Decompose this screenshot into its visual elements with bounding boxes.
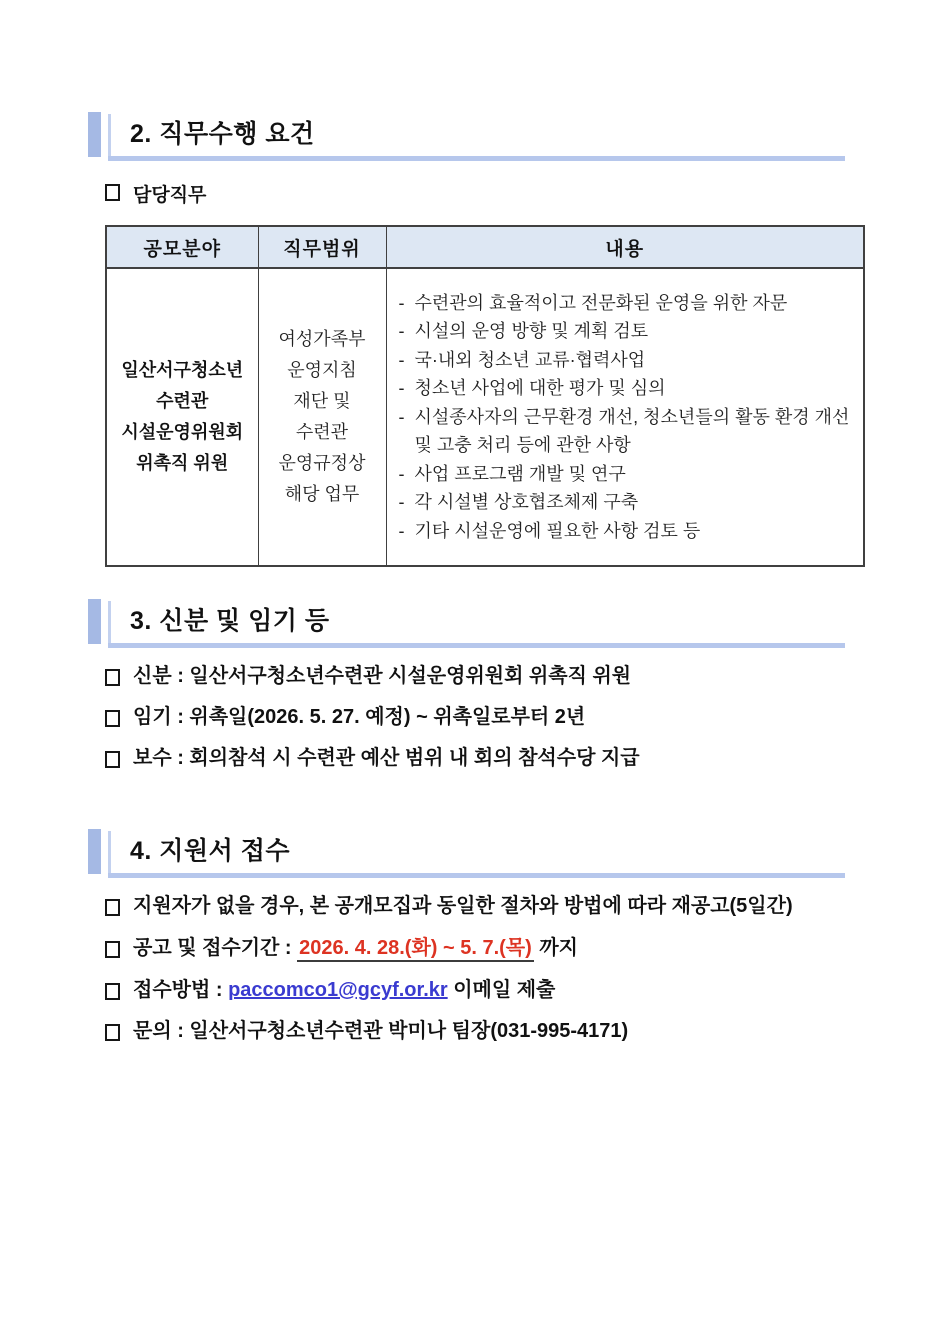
contact-item: [105, 1018, 935, 1044]
section-4-header: [88, 829, 845, 877]
square-bullet-icon: [105, 751, 120, 768]
content-item: - 각 시설별 상호협조체제 구축: [399, 488, 856, 517]
section-underline: [108, 156, 845, 161]
renotice-text: 지원자가 없을 경우, 본 공개모집과 동일한 절차와 방법에 따라 재공고(5일간): [133, 895, 793, 917]
table-row: [106, 268, 864, 566]
cell-line: 시설운영위원회: [121, 422, 244, 442]
cell-content: [386, 268, 864, 566]
duty-table: [105, 225, 865, 567]
col-header-field: 공모분야: [106, 226, 258, 268]
section-3-header: [88, 599, 845, 647]
section-2-title: 2. 직무수행 요건: [130, 120, 315, 148]
period-suffix: 까지: [533, 937, 578, 959]
col-header-content: 내용: [386, 226, 864, 268]
method-item: [105, 977, 935, 1003]
cell-line: 운영규정상: [278, 453, 366, 473]
pay-text: 보수 : 회의참석 시 수련관 예산 범위 내 회의 참석수당 지급: [133, 747, 640, 769]
cell-line: 여성가족부: [278, 329, 366, 349]
square-bullet-icon: [105, 899, 120, 916]
cell-line: 수련관: [295, 422, 349, 442]
status-text: 신분 : 일산서구청소년수련관 시설운영위원회 위촉직 위원: [133, 665, 632, 687]
table-header-row: [106, 226, 864, 268]
section-underline: [108, 643, 845, 648]
section-accent-rule: [108, 601, 111, 647]
content-item: - 시설종사자의 근무환경 개선, 청소년들의 활동 환경 개선 및 고충 처리 등에 관한 사항: [399, 403, 856, 460]
section-2-header: [88, 112, 845, 160]
section-4-title: 4. 지원서 접수: [130, 837, 290, 865]
section-underline: [108, 873, 845, 878]
square-bullet-icon: [105, 941, 120, 958]
term-item: [105, 704, 935, 730]
square-bullet-icon: [105, 1024, 120, 1041]
method-label: 접수방법 :: [133, 979, 229, 1001]
section-accent-bar: [88, 112, 101, 157]
section-accent-bar: [88, 829, 101, 874]
cell-line: 위촉직 위원: [136, 453, 229, 473]
status-item: [105, 663, 935, 689]
renotice-item: [105, 893, 935, 919]
contact-text: 문의 : 일산서구청소년수련관 박미나 팀장(031-995-4171): [133, 1020, 629, 1042]
cell-line: 해당 업무: [284, 484, 360, 504]
pay-item: [105, 745, 935, 771]
cell-field: [106, 268, 258, 566]
section-3-title: 3. 신분 및 임기 등: [130, 607, 330, 635]
period-dates: 2026. 4. 28.(화) ~ 5. 7.(목): [297, 937, 534, 962]
cell-line: 일산서구청소년: [121, 360, 244, 380]
subheading-duties: [105, 180, 206, 207]
square-bullet-icon: [105, 983, 120, 1000]
section-accent-rule: [108, 114, 111, 160]
content-item: - 수련관의 효율적이고 전문화된 운영을 위한 자문: [399, 289, 856, 318]
content-item: - 국·내외 청소년 교류·협력사업: [399, 346, 856, 375]
method-suffix: 이메일 제출: [447, 979, 556, 1001]
period-label: 공고 및 접수기간 :: [133, 937, 298, 959]
period-item: [105, 935, 935, 961]
term-text: 임기 : 위촉일(2026. 5. 27. 예정) ~ 위촉일로부터 2년: [133, 706, 586, 728]
cell-line: 운영지침: [287, 360, 357, 380]
square-bullet-icon: [105, 184, 120, 201]
section-accent-bar: [88, 599, 101, 644]
section-accent-rule: [108, 831, 111, 877]
email-link[interactable]: paccomco1@gcyf.or.kr: [228, 979, 448, 1001]
square-bullet-icon: [105, 669, 120, 686]
content-item: - 기타 시설운영에 필요한 사항 검토 등: [399, 517, 856, 546]
content-item: - 청소년 사업에 대한 평가 및 심의: [399, 374, 856, 403]
cell-scope: [258, 268, 386, 566]
subheading-label: 담당직무: [133, 185, 207, 206]
col-header-scope: 직무범위: [258, 226, 386, 268]
square-bullet-icon: [105, 710, 120, 727]
cell-line: 재단 및: [293, 391, 351, 411]
content-item: - 시설의 운영 방향 및 계획 검토: [399, 317, 856, 346]
period-text: [133, 935, 578, 961]
method-text: [133, 977, 555, 1003]
content-item: - 사업 프로그램 개발 및 연구: [399, 460, 856, 489]
cell-line: 수련관: [156, 391, 209, 411]
